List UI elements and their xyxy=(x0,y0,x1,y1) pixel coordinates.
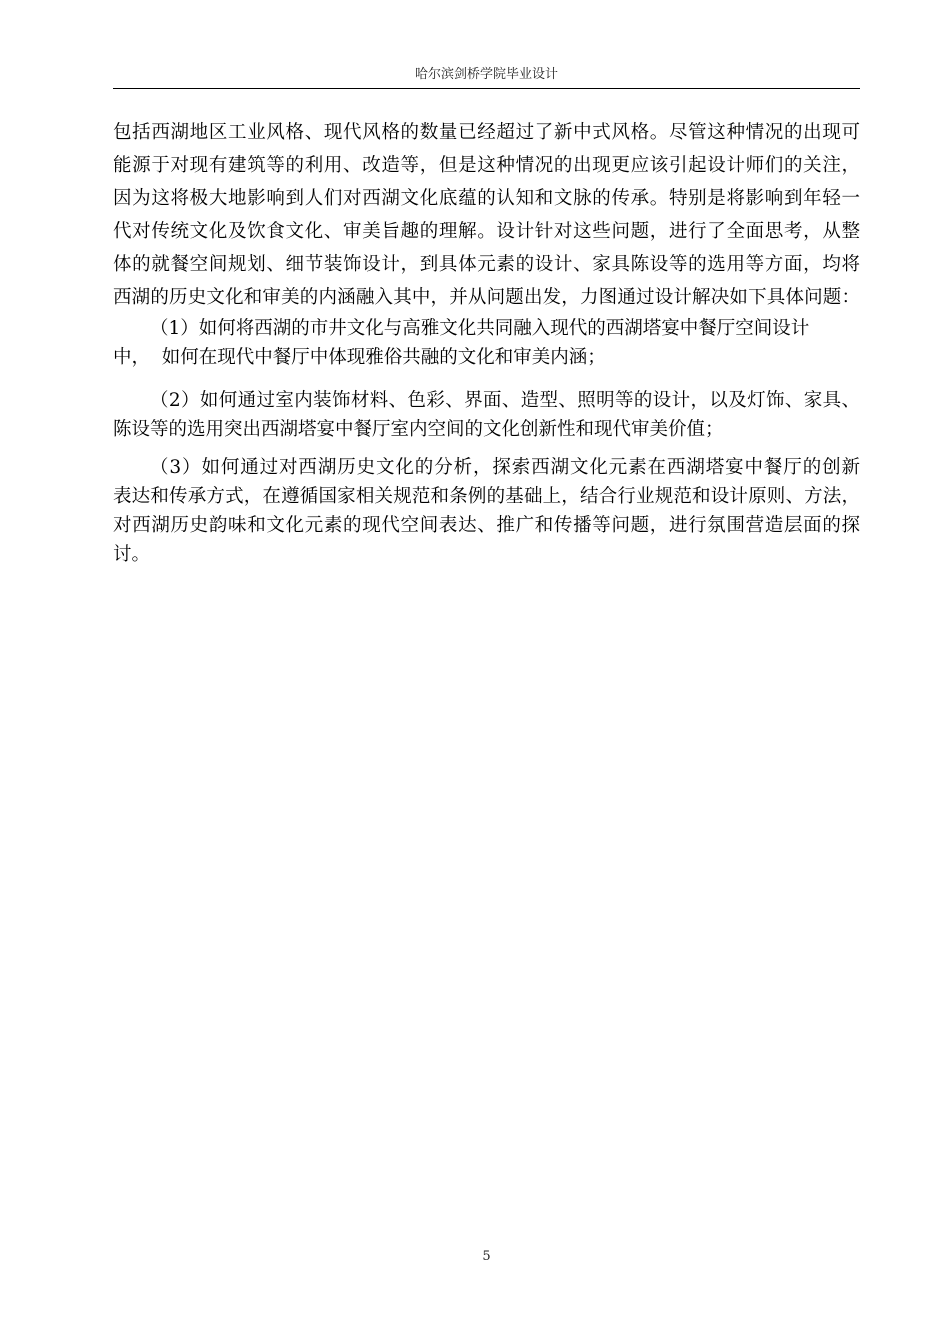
paragraph-line: 对西湖历史韵味和文化元素的现代空间表达、推广和传播等问题，进行氛围营造层面的探 xyxy=(113,515,860,536)
body-paragraph-item-3 xyxy=(113,453,860,569)
paragraph-line: （1）如何将西湖的市井文化与高雅文化共同融入现代的西湖塔宴中餐厅空间设计 xyxy=(150,318,810,339)
paragraph-line: （3）如何通过对西湖历史文化的分析，探索西湖文化元素在西湖塔宴中餐厅的创新 xyxy=(150,457,860,478)
body-paragraph-intro xyxy=(113,116,860,314)
paragraph-line: 体的就餐空间规划、细节装饰设计，到具体元素的设计、家具陈设等的选用等方面，均将 xyxy=(113,254,860,275)
paragraph-line: 包括西湖地区工业风格、现代风格的数量已经超过了新中式风格。尽管这种情况的出现可 xyxy=(113,122,860,143)
paragraph-line: 代对传统文化及饮食文化、审美旨趣的理解。设计针对这些问题，进行了全面思考，从整 xyxy=(113,221,860,242)
paragraph-line: 能源于对现有建筑等的利用、改造等，但是这种情况的出现更应该引起设计师们的关注， xyxy=(113,155,860,176)
paragraph-line: （2）如何通过室内装饰材料、色彩、界面、造型、照明等的设计，以及灯饰、家具、 xyxy=(150,390,860,411)
paragraph-line: 表达和传承方式，在遵循国家相关规范和条例的基础上，结合行业规范和设计原则、方法， xyxy=(113,486,860,507)
header-rule xyxy=(113,88,860,89)
body-paragraph-item-2 xyxy=(113,386,860,444)
page-number: 5 xyxy=(482,1249,491,1264)
paragraph-line: 讨。 xyxy=(113,544,151,565)
paragraph-line: 陈设等的选用突出西湖塔宴中餐厅室内空间的文化创新性和现代审美价值； xyxy=(113,419,724,440)
paragraph-line: 西湖的历史文化和审美的内涵融入其中，并从问题出发，力图通过设计解决如下具体问题： xyxy=(113,287,860,308)
body-paragraph-item-1 xyxy=(113,314,860,372)
running-header-title: 哈尔滨剑桥学院毕业设计 xyxy=(414,67,558,82)
paragraph-line: 中， 如何在现代中餐厅中体现雅俗共融的文化和审美内涵； xyxy=(113,347,606,368)
paragraph-line: 因为这将极大地影响到人们对西湖文化底蕴的认知和文脉的传承。特别是将影响到年轻一 xyxy=(113,188,860,209)
